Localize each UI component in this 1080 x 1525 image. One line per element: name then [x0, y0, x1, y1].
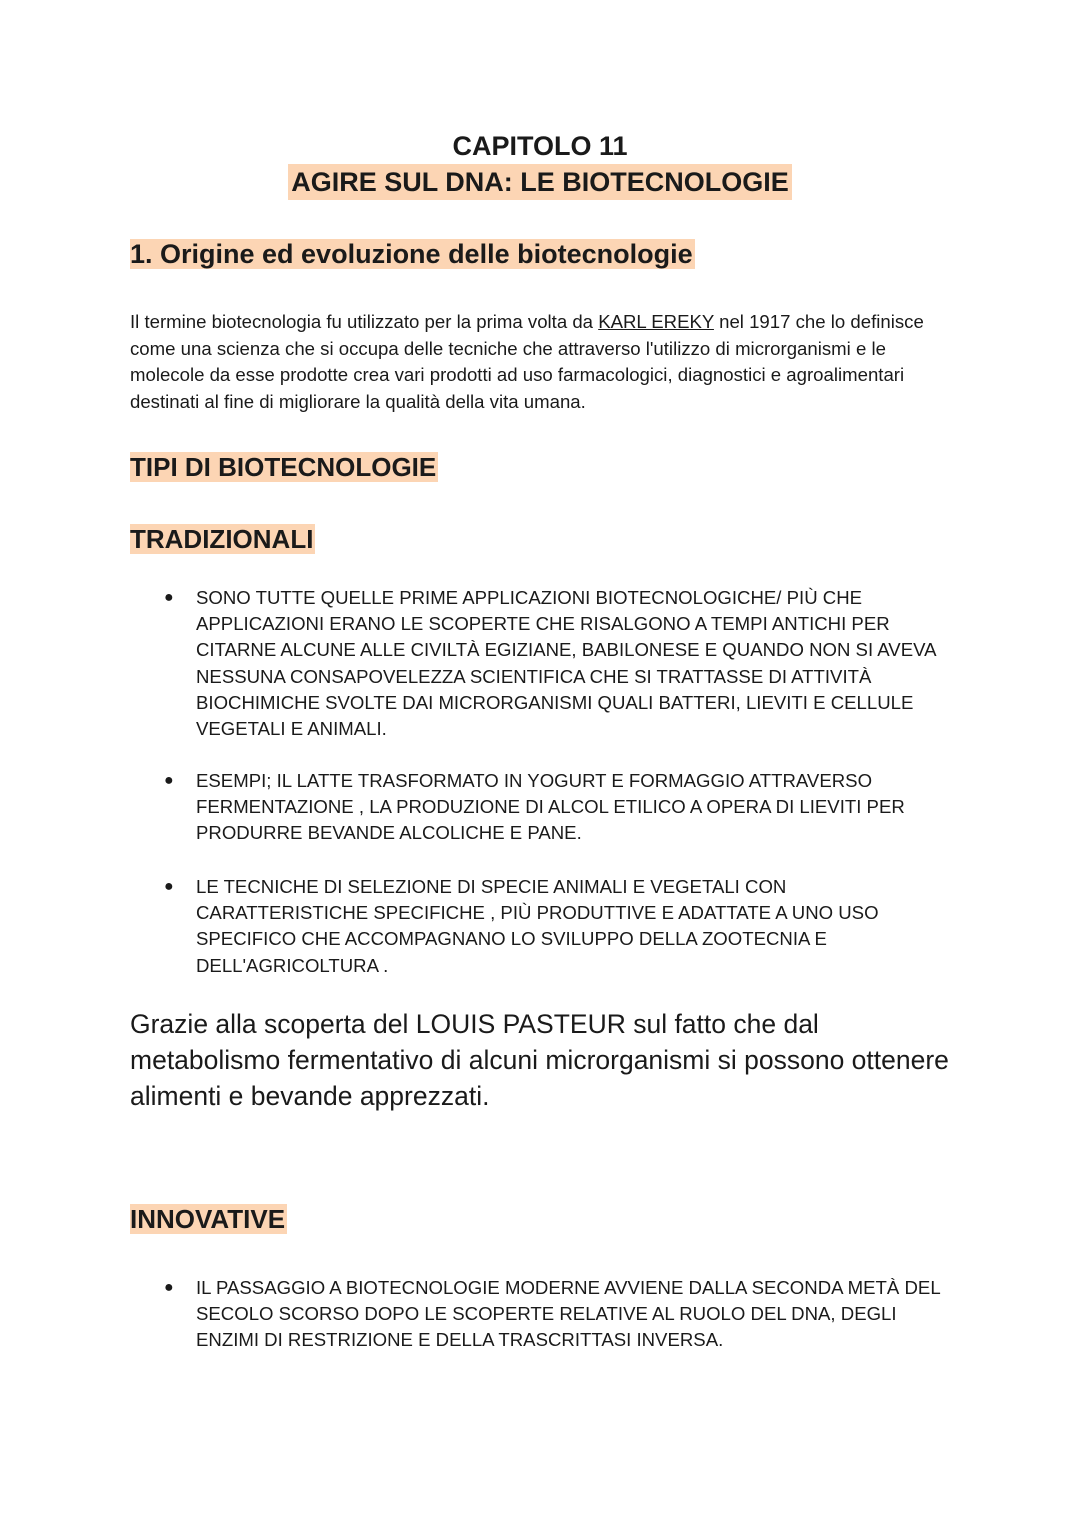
chapter-header — [0, 128, 1080, 200]
bullet-icon: ● — [164, 589, 174, 606]
innovative-heading — [130, 1202, 287, 1236]
bullet-icon: ● — [164, 878, 174, 895]
innovative-heading-text: INNOVATIVE — [130, 1204, 286, 1234]
section-heading-origin — [130, 236, 695, 272]
list-item — [130, 768, 960, 847]
section-heading-origin-text: 1. Origine ed evoluzione delle biotecnologie — [130, 239, 693, 269]
bullet-text: LE TECNICHE DI SELEZIONE DI SPECIE ANIMALI E VEGETALI CON CARATTERISTICHE SPECIFICHE , PIÙ PRODUTTIVE E ADATTATE A UNO USO SPECIFICO CHE ACCOMPAGNANO LO SVILUPPO DELLA ZOOTECNIA E DELL'AGRICOLTURA . — [196, 876, 879, 976]
karl-ereky-link[interactable]: KARL EREKY — [598, 311, 714, 332]
bullet-text: IL PASSAGGIO A BIOTECNOLOGIE MODERNE AVVIENE DALLA SECONDA METÀ DEL SECOLO SCORSO DOPO LE SCOPERTE RELATIVE AL RUOLO DEL DNA, DEGLI ENZIMI DI RESTRIZIONE E DELLA TRASCRITTASI INVERSA. — [196, 1277, 940, 1351]
bullet-icon: ● — [164, 1279, 174, 1296]
pasteur-paragraph: Grazie alla scoperta del LOUIS PASTEUR sul fatto che dal metabolismo fermentativo di alcuni microrganismi si possono ottenere alimenti e bevande apprezzati. — [130, 1009, 949, 1111]
list-item — [130, 874, 960, 979]
bullet-text: ESEMPI; IL LATTE TRASFORMATO IN YOGURT E FORMAGGIO ATTRAVERSO FERMENTAZIONE , LA PRODUZIONE DI ALCOL ETILICO A OPERA DI LIEVITI PER PRODURRE BEVANDE ALCOLICHE E PANE. — [196, 770, 905, 844]
intro-text-after: nel 1917 che lo definisce come una scienza che si occupa delle tecniche che attraverso l'utilizzo di microrganismi e le molecole da esse prodotte crea vari prodotti ad uso farmacologici, diagnostici e agroalimentari destinati al fine di migliorare la qualità della vita umana. — [130, 311, 924, 412]
chapter-title: AGIRE SUL DNA: LE BIOTECNOLOGIE — [288, 164, 792, 200]
intro-paragraph — [130, 309, 930, 415]
traditional-bullet-list-3 — [130, 874, 960, 979]
traditional-heading — [130, 522, 315, 556]
types-heading-text: TIPI DI BIOTECNOLOGIE — [130, 452, 437, 482]
bullet-text: SONO TUTTE QUELLE PRIME APPLICAZIONI BIOTECNOLOGICHE/ PIÙ CHE APPLICAZIONI ERANO LE SCOPERTE CHE RISALGONO A TEMPI ANTICHI PER CITARNE ALCUNE ALLE CIVILTÀ EGIZIANE, BABILONESE E QUANDO NON SI AVEVA NESSUNA CONSAPOVELEZZA SCIENTIFICA CHE SI TRATTASSE DI ATTIVITÀ BIOCHIMICHE SVOLTE DAI MICRORGANISMI QUALI BATTERI, LIEVITI E CELLULE VEGETALI E ANIMALI. — [196, 587, 936, 740]
chapter-number: CAPITOLO 11 — [452, 131, 628, 161]
innovative-bullet-list — [130, 1275, 960, 1354]
traditional-bullet-list-2 — [130, 768, 960, 847]
traditional-bullet-list — [130, 585, 960, 742]
bullet-icon: ● — [164, 772, 174, 789]
intro-text-before: Il termine biotecnologia fu utilizzato per la prima volta da — [130, 311, 599, 332]
types-heading — [130, 450, 438, 484]
traditional-heading-text: TRADIZIONALI — [130, 524, 314, 554]
list-item — [130, 1275, 960, 1354]
list-item — [130, 585, 960, 742]
